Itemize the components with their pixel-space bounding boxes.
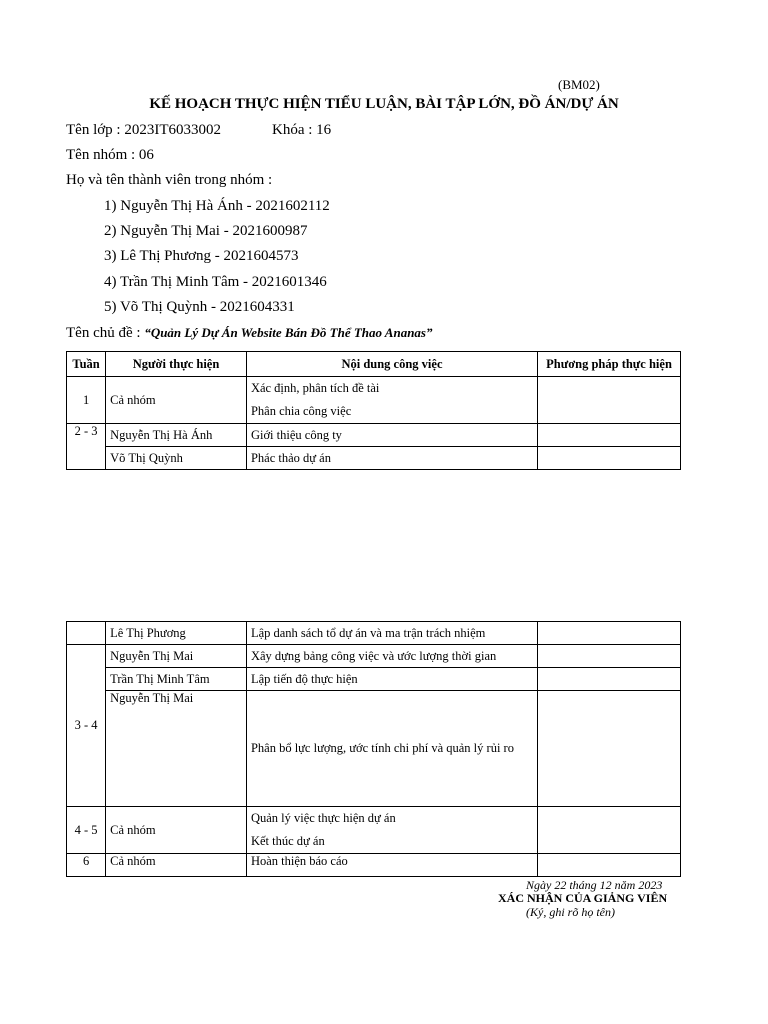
person-cell: Nguyễn Thị Mai bbox=[106, 645, 247, 668]
person-cell: Cả nhóm bbox=[106, 377, 247, 424]
content-item: Phân chia công việc bbox=[250, 404, 352, 418]
topic-label: Tên chủ đề : bbox=[66, 325, 145, 341]
course-number: Khóa : 16 bbox=[272, 122, 332, 138]
week-cell: 2 - 3 bbox=[67, 424, 106, 470]
content-cell: Lập tiến độ thực hiện bbox=[246, 668, 537, 691]
header-week: Tuần bbox=[67, 352, 106, 377]
person-cell: Nguyễn Thị Mai bbox=[106, 691, 247, 807]
class-name: Tên lớp : 2023IT6033002 bbox=[66, 122, 221, 138]
person-cell: Cả nhóm bbox=[106, 807, 247, 854]
week-cell: 1 bbox=[67, 377, 106, 424]
table-row bbox=[67, 668, 681, 691]
person-cell: Trần Thị Minh Tâm bbox=[106, 668, 247, 691]
table-row bbox=[67, 691, 681, 807]
member-item: 1) Nguyễn Thị Hà Ánh - 2021602112 bbox=[104, 198, 330, 214]
method-cell bbox=[538, 854, 681, 877]
member-item: 4) Trần Thị Minh Tâm - 2021601346 bbox=[104, 274, 327, 290]
member-item: 5) Võ Thị Quỳnh - 2021604331 bbox=[104, 299, 295, 315]
method-cell bbox=[538, 377, 681, 424]
form-code: (BM02) bbox=[558, 77, 600, 92]
header-content: Nội dung công việc bbox=[246, 352, 537, 377]
group-name: Tên nhóm : 06 bbox=[66, 147, 154, 163]
signature-date: Ngày 22 tháng 12 năm 2023 bbox=[526, 878, 663, 892]
content-cell: Phân bổ lực lượng, ước tính chi phí và quản lý rủi ro bbox=[246, 691, 537, 807]
table-row bbox=[67, 447, 681, 470]
method-cell bbox=[538, 691, 681, 807]
member-item: 2) Nguyễn Thị Mai - 2021600987 bbox=[104, 223, 308, 239]
content-cell: Giới thiệu công ty bbox=[246, 424, 537, 447]
header-person: Người thực hiện bbox=[106, 352, 247, 377]
document-title: KẾ HOẠCH THỰC HIỆN TIỂU LUẬN, BÀI TẬP LỚN, ĐỒ ÁN/DỰ ÁN bbox=[149, 96, 619, 112]
person-cell: Lê Thị Phương bbox=[106, 622, 247, 645]
table-row bbox=[67, 807, 681, 854]
plan-table-part-1 bbox=[66, 351, 681, 470]
content-cell bbox=[246, 377, 537, 424]
member-item: 3) Lê Thị Phương - 2021604573 bbox=[104, 248, 299, 264]
table-row bbox=[67, 377, 681, 424]
person-cell: Cả nhóm bbox=[106, 854, 247, 877]
content-item: Quản lý việc thực hiện dự án bbox=[250, 811, 396, 825]
header-method: Phương pháp thực hiện bbox=[538, 352, 681, 377]
content-item: Xác định, phân tích đề tài bbox=[250, 381, 380, 395]
plan-table-part-2 bbox=[66, 621, 681, 877]
content-cell: Hoàn thiện báo cáo bbox=[246, 854, 537, 877]
table-row bbox=[67, 645, 681, 668]
week-cell bbox=[67, 622, 106, 645]
method-cell bbox=[538, 807, 681, 854]
week-cell: 6 bbox=[67, 854, 106, 877]
content-cell: Xây dựng bảng công việc và ước lượng thời gian bbox=[246, 645, 537, 668]
table-row bbox=[67, 622, 681, 645]
week-cell: 3 - 4 bbox=[67, 645, 106, 807]
person-cell: Nguyễn Thị Hà Ánh bbox=[106, 424, 247, 447]
table-row bbox=[67, 424, 681, 447]
topic-title: “Quản Lý Dự Án Website Bán Đồ Thể Thao Ananas” bbox=[144, 325, 433, 340]
method-cell bbox=[538, 668, 681, 691]
method-cell bbox=[538, 424, 681, 447]
signature-note: (Ký, ghi rõ họ tên) bbox=[526, 905, 615, 919]
table-header-row bbox=[67, 352, 681, 377]
method-cell bbox=[538, 645, 681, 668]
content-cell: Phác thảo dự án bbox=[246, 447, 537, 470]
topic-line bbox=[66, 325, 433, 342]
content-cell bbox=[246, 807, 537, 854]
method-cell bbox=[538, 447, 681, 470]
content-item: Kết thúc dự án bbox=[250, 834, 325, 848]
method-cell bbox=[538, 622, 681, 645]
members-heading: Họ và tên thành viên trong nhóm : bbox=[66, 172, 273, 188]
signature-title: XÁC NHẬN CỦA GIẢNG VIÊN bbox=[498, 891, 668, 905]
person-cell: Võ Thị Quỳnh bbox=[106, 447, 247, 470]
week-cell: 4 - 5 bbox=[67, 807, 106, 854]
table-row bbox=[67, 854, 681, 877]
content-cell: Lập danh sách tổ dự án và ma trận trách nhiệm bbox=[246, 622, 537, 645]
